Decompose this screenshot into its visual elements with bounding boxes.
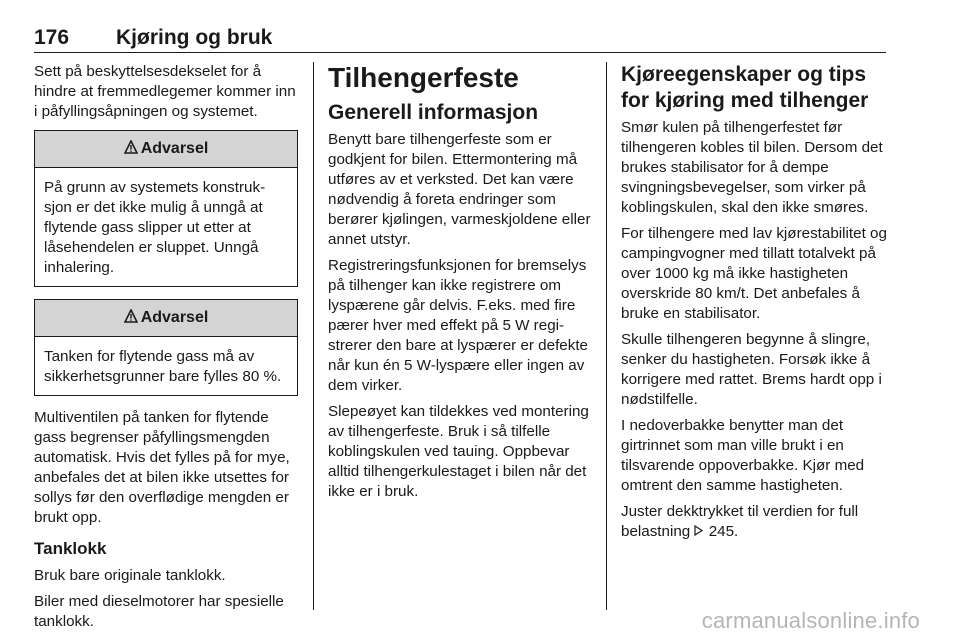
column-divider-2: [606, 62, 607, 610]
column-right: [621, 62, 887, 548]
warning-body: På grunn av systemets konstruksjon er det ikke mulig å unngå at flytende gass slipper ut etter at låsehendelen er sluppet. Unngå inhalering.: [44, 179, 266, 276]
page-header: [34, 26, 886, 54]
driving-tips-paragraph-1: Smør kulen på tilhengerfestet før tilhengeren kobles til bilen. Dersom det brukes stabilisator for å dempe svingningsbevegelser, som virker på koblingskulen, skal den ikke smøres.: [621, 119, 883, 216]
header-divider: [34, 52, 886, 53]
intro-paragraph: Sett på beskyttelsesdekselet for å hindre at fremmedlegemer kommer inn i påfyllingsåpningen og systemet.: [34, 63, 296, 120]
chapter-title: Kjøring og bruk: [116, 26, 273, 49]
warning-triangle-icon: [124, 140, 138, 159]
tyre-pressure-text: Juster dekktrykket til verdien for full belastning: [621, 503, 859, 540]
page-reference-arrow-icon: [694, 522, 704, 542]
page-reference-link[interactable]: 245.: [708, 523, 739, 540]
general-info-paragraph-2: Registreringsfunksjonen for bremselys på tilhenger kan ikke registrere om lyspærene går delvis. F.eks. med fire pærer hver med effekt på 5 W registrerer den bare at lyspærer er defekte når kun én 5 W-lyspære eller ingen av dem virker.: [328, 257, 588, 394]
driving-tips-paragraph-4: I nedoverbakke benytter man det girtrinnet som man ville brukt i en tilsvarende oppoverbakke. Kjør med omtrent den samme hastigheten.: [621, 417, 865, 494]
warning-box-2: [34, 299, 298, 396]
tanklokk-heading: Tanklokk: [34, 539, 107, 558]
driving-tips-paragraph-2: For tilhengere med lav kjørestabilitet og campingvogner med tillatt totalvekt på over 1000 kg må ikke hastigheten overskride 80 km/t. Det anbefales å bruke en stabilisator.: [621, 225, 887, 322]
warning-body: Tanken for flytende gass må av sikkerhetsgrunner bare fylles 80 %.: [44, 348, 282, 385]
warning-header: [35, 300, 297, 337]
general-info-paragraph-1: Benytt bare tilhengerfeste som er godkjent for bilen. Ettermontering må utføres av et verksted. Det kan være nødvendig å foreta endringer som berører kjølingen, varmeskjoldene eller annet utstyr.: [328, 131, 591, 248]
watermark: carmanualsonline.info: [701, 608, 920, 633]
driving-tips-paragraph-5: [621, 502, 887, 542]
section-title: Tilhengerfeste: [328, 62, 519, 93]
driving-tips-heading: Kjøreegenskaper og tips for kjøring med tilhenger: [621, 63, 869, 112]
column-middle: [328, 62, 592, 508]
section-subtitle: Generell informasjon: [328, 101, 539, 124]
column-left: [34, 62, 298, 638]
warning-title: Advarsel: [140, 309, 209, 326]
warning-title: Advarsel: [140, 140, 209, 157]
general-info-paragraph-3: Slepeøyet kan tildekkes ved montering av tilhengerfeste. Bruk i så tilfelle koblingskulen ved tauing. Oppbevar alltid tilhengerkulestaget i bilen når det ikke er i bruk.: [328, 403, 589, 500]
warning-header: [35, 131, 297, 168]
warning-box-1: [34, 130, 298, 287]
tanklokk-paragraph-2: Biler med dieselmotorer har spesielle tanklokk.: [34, 593, 284, 630]
multiventil-paragraph: Multiventilen på tanken for flytende gass begrenser påfyllingsmengden automatisk. Hvis det fylles på for mye, anbefales det at bilen ikke utsettes for sollys før den overflødige mengden er brukt opp.: [34, 409, 290, 526]
page-number: 176: [34, 26, 70, 49]
driving-tips-paragraph-3: Skulle tilhengeren begynne å slingre, senker du hastigheten. Forsøk ikke å korrigere med rattet. Brems hardt opp i nødstilfelle.: [621, 331, 882, 408]
column-divider-1: [313, 62, 314, 610]
tanklokk-paragraph-1: Bruk bare originale tanklokk.: [34, 567, 226, 584]
warning-triangle-icon: [124, 309, 138, 328]
